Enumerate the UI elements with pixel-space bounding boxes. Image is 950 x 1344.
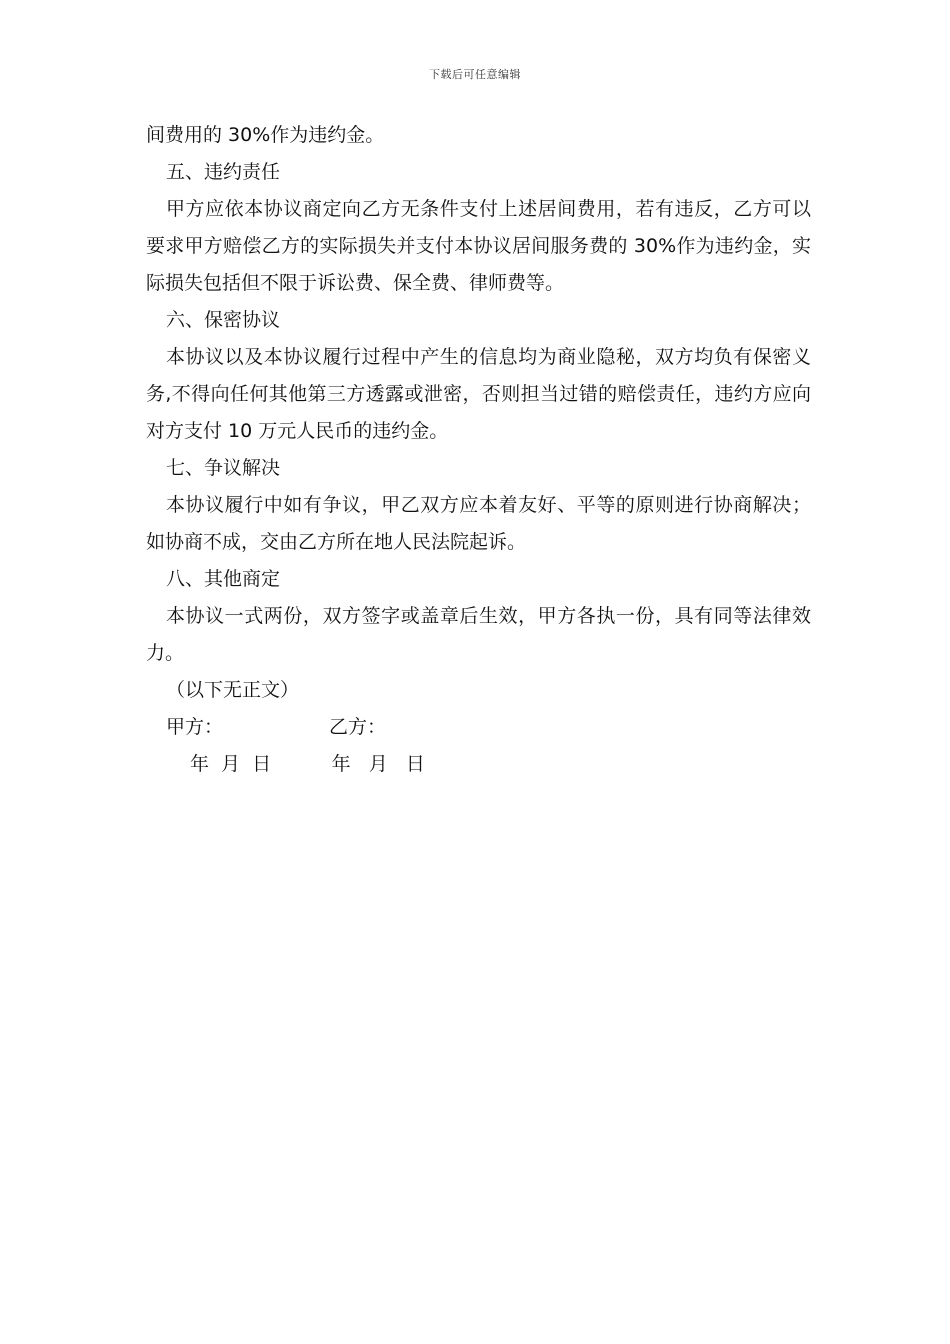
- section-heading-breach: 五、违约责任: [166, 161, 281, 183]
- party-a-label: 甲方：: [166, 716, 224, 738]
- date-spacer: [271, 753, 331, 775]
- end-note: （以下无正文）: [166, 679, 300, 701]
- section-body-breach: 甲方应依本协议商定向乙方无条件支付上述居间费用，若有违反，乙方可以要求甲方赔偿乙方的实际损失并支付本协议居间服务费的 30%作为违约金，实际损失包括但不限于诉讼费、保全费、律师费等。: [146, 198, 811, 294]
- page-header: 下载后可任意编辑: [429, 68, 521, 81]
- section-heading-other: 八、其他商定: [166, 568, 281, 590]
- signature-row: [146, 709, 811, 746]
- section-heading-dispute: 七、争议解决: [166, 457, 281, 479]
- document-body: [146, 117, 811, 783]
- section-body-dispute: 本协议履行中如有争议，甲乙双方应本着友好、平等的原则进行协商解决；如协商不成，交由乙方所在地人民法院起诉。: [146, 494, 811, 553]
- party-a-date: 年 月 日: [190, 753, 272, 775]
- party-b-date: 年 月 日: [331, 753, 425, 775]
- continued-paragraph: 间费用的 30%作为违约金。: [146, 124, 385, 146]
- section-body-confidentiality: 本协议以及本协议履行过程中产生的信息均为商业隐秘，双方均负有保密义务,不得向任何其他第三方透露或泄密，否则担当过错的赔偿责任，违约方应向对方支付 10 万元人民币的违约金。: [146, 346, 811, 442]
- date-row: [146, 746, 811, 783]
- section-body-other: 本协议一式两份，双方签字或盖章后生效，甲方各执一份，具有同等法律效力。: [146, 605, 811, 664]
- section-heading-confidentiality: 六、保密协议: [166, 309, 281, 331]
- party-b-label: 乙方：: [329, 716, 387, 738]
